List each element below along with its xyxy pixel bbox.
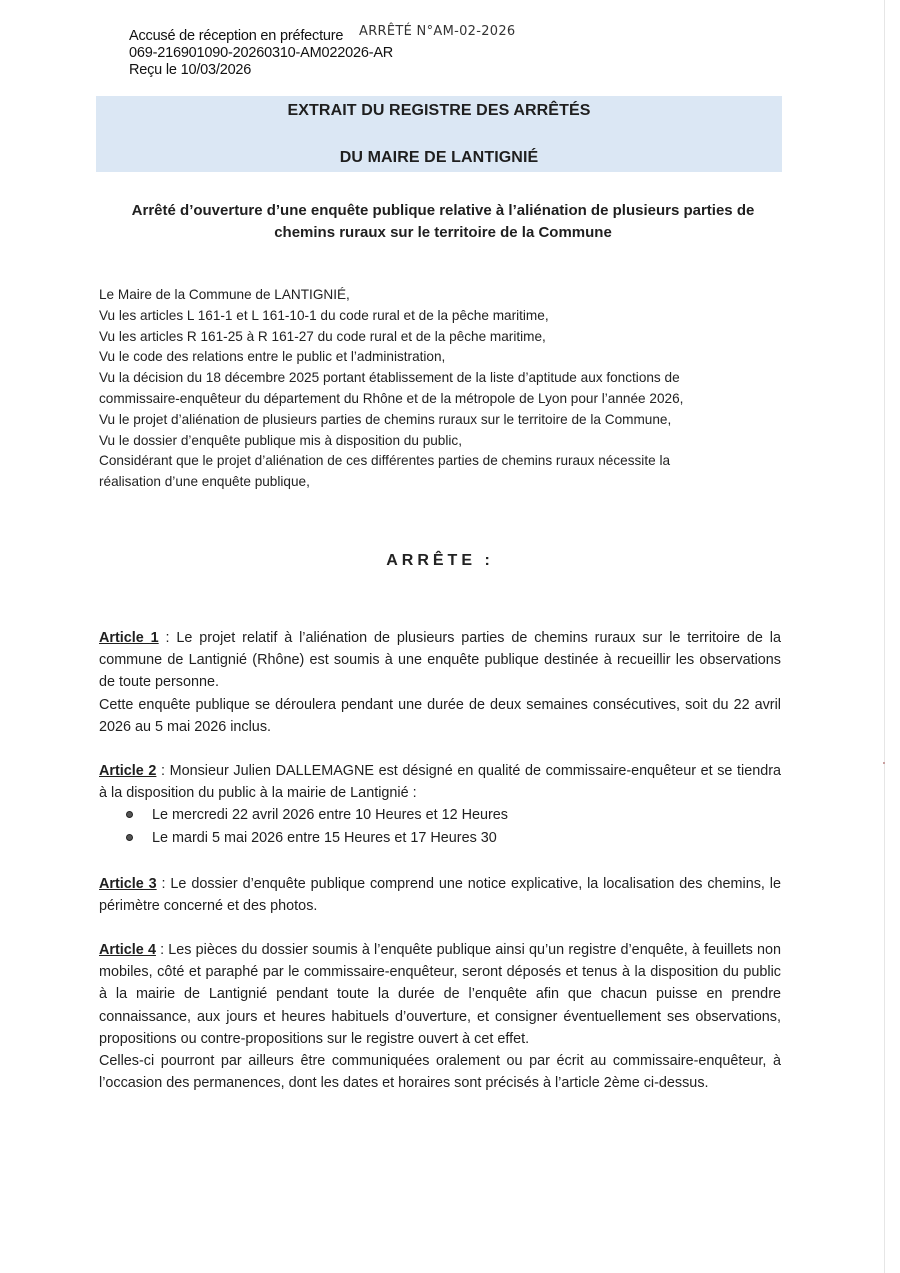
- scan-mark: [883, 762, 885, 764]
- registry-header-box: [96, 96, 782, 172]
- article-2-paragraph: [99, 760, 781, 804]
- decree-heading: ARRÊTE :: [386, 552, 494, 569]
- article-1-paragraph-2: Cette enquête publique se déroulera pendant une durée de deux semaines consécutives, soit du 22 avril 2026 au 5 mai 2026 inclus.: [99, 696, 781, 735]
- preamble-line: Vu les articles R 161-25 à R 161-27 du code rural et de la pêche maritime,: [99, 328, 546, 344]
- subject-line-2: chemins ruraux sur le territoire de la Commune: [274, 224, 612, 241]
- article-3-text: : Le dossier d’enquête publique comprend une notice explicative, la localisation des chemins, le périmètre concerné et des photos.: [99, 876, 781, 915]
- subject-line-1: Arrêté d’ouverture d’une enquête publique relative à l’aliénation de plusieurs parties de: [131, 202, 755, 219]
- preamble-line: Vu le dossier d’enquête publique mis à disposition du public,: [99, 432, 462, 448]
- preamble: [99, 285, 799, 493]
- article-3: [99, 873, 781, 917]
- article-4-label: Article 4: [99, 942, 156, 958]
- article-2-label: Article 2: [99, 763, 157, 779]
- article-2-text: : Monsieur Julien DALLEMAGNE est désigné en qualité de commissaire-enquêteur et se tiendra à la disposition du public à la mairie de Lantignié :: [99, 763, 782, 802]
- decree-subject: [100, 200, 786, 244]
- article-1: [99, 627, 781, 738]
- prefecture-receipt-stamp: [129, 28, 393, 79]
- article-4-paragraph: [99, 939, 781, 1050]
- article-3-label: Article 3: [99, 876, 157, 892]
- scan-edge-line: [884, 0, 885, 1273]
- article-3-paragraph: [99, 873, 781, 917]
- article-4-text: : Les pièces du dossier soumis à l’enquête publique ainsi qu’un registre d’enquête, à feuillets non mobiles, côté et paraphé par le commissaire-enquêteur, seront déposés et tenus à la disposition du public à la mairie de Lantignié pendant toute la durée de l’enquête afin que chacun puisse en prendre connaissance, aux jours et heures habituels d’ouverture, et consigner éventuellement ses observations, propositions ou contre-propositions sur le registre ouvert à cet effet.: [99, 942, 781, 1047]
- bullet-icon: [126, 811, 133, 818]
- stamp-line-receipt: Accusé de réception en préfecture: [129, 28, 344, 44]
- bullet-icon: [126, 834, 133, 841]
- preamble-line: Vu la décision du 18 décembre 2025 portant établissement de la liste d’aptitude aux fonctions de: [99, 370, 680, 386]
- article-1-paragraph: [99, 627, 781, 694]
- article-4: [99, 939, 781, 1094]
- permanence-item-text: Le mardi 5 mai 2026 entre 15 Heures et 17 Heures 30: [152, 829, 497, 846]
- preamble-line: réalisation d’une enquête publique,: [99, 474, 310, 490]
- arrete-number: ARRÊTÉ N°AM-02-2026: [359, 24, 516, 39]
- preamble-line: Le Maire de la Commune de LANTIGNIÉ,: [99, 287, 350, 302]
- registry-title-line-1: EXTRAIT DU REGISTRE DES ARRÊTÉS: [287, 102, 591, 119]
- preamble-line: commissaire-enquêteur du département du Rhône et de la métropole de Lyon pour l’année 2026,: [99, 390, 684, 406]
- permanence-item-text: Le mercredi 22 avril 2026 entre 10 Heures et 12 Heures: [152, 807, 508, 824]
- article-1-label: Article 1: [99, 630, 159, 646]
- preamble-line: Vu les articles L 161-1 et L 161-10-1 du code rural et de la pêche maritime,: [99, 307, 549, 323]
- registry-title-line-2: DU MAIRE DE LANTIGNIÉ: [339, 149, 539, 166]
- stamp-line-date: Reçu le 10/03/2026: [129, 62, 252, 78]
- article-1-text: : Le projet relatif à l’aliénation de plusieurs parties de chemins ruraux sur le territoire de la commune de Lantignié (Rhône) est soumis à une enquête publique destinée à recueillir les observations de toute personne.: [99, 630, 781, 691]
- article-2: [99, 760, 781, 849]
- stamp-line-reference: 069-216901090-20260310-AM022026-AR: [129, 45, 394, 61]
- preamble-line: Vu le projet d’aliénation de plusieurs parties de chemins ruraux sur le territoire de la Commune,: [99, 411, 672, 427]
- preamble-line: Considérant que le projet d’aliénation de ces différentes parties de chemins ruraux nécessite la: [99, 453, 671, 469]
- permanence-item: [99, 827, 781, 849]
- permanence-item: [99, 804, 781, 826]
- permanence-list: [99, 804, 781, 848]
- preamble-line: Vu le code des relations entre le public et l’administration,: [99, 349, 446, 365]
- article-4-paragraph-2: Celles-ci pourront par ailleurs être communiquées oralement ou par écrit au commissaire-enquêteur, à l’occasion des permanences, dont les dates et horaires sont précisés à l’article 2ème ci-dessus.: [99, 1053, 781, 1092]
